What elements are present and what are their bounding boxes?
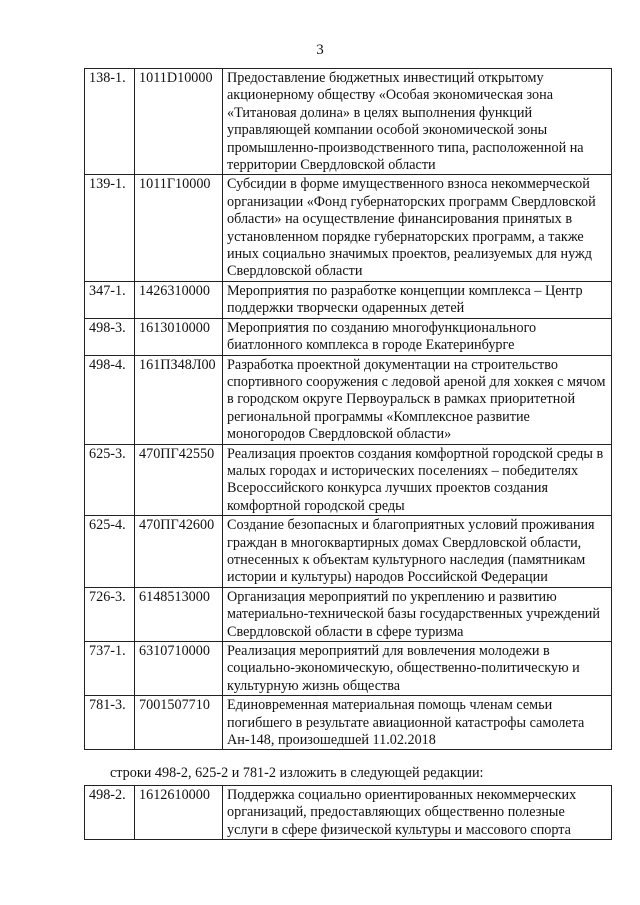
table-row (85, 587, 612, 641)
row-code: 470ПГ42550 (135, 444, 223, 516)
row-number: 625-3. (85, 444, 135, 516)
table-row (85, 516, 612, 588)
row-number: 139-1. (85, 175, 135, 281)
row-description: Предоставление бюджетных инвестиций открытому акционерному обществу «Особая экономическая зона «Титановая долина» в целях выполнения функций управляющей компании особой экономической зоны промышленно-производственного типа, расположенной на территории Свердловской области (223, 69, 612, 175)
row-description: Создание безопасных и благоприятных условий проживания граждан в многоквартирных домах Свердловской области, отнесенных к объектам культурного наследия (памятникам истории и культуры) народов Российской Федерации (223, 516, 612, 588)
row-description: Реализация мероприятий для вовлечения молодежи в социально-экономическую, общественно-политическую и культурную жизнь общества (223, 642, 612, 696)
page-number: 3 (316, 42, 324, 58)
row-code: 470ПГ42600 (135, 516, 223, 588)
table-row (85, 444, 612, 516)
table-row (85, 281, 612, 318)
table-row (85, 175, 612, 281)
table-row (85, 69, 612, 175)
row-code: 1011Г10000 (135, 175, 223, 281)
table-row (85, 786, 612, 840)
row-code: 6310710000 (135, 642, 223, 696)
row-description: Поддержка социально ориентированных некоммерческих организаций, предоставляющих общественно полезные услуги в сфере физической культуры и массового спорта (223, 786, 612, 840)
row-code: 7001507710 (135, 696, 223, 750)
row-description: Мероприятия по разработке концепции комплекса – Центр поддержки творчески одаренных детей (223, 281, 612, 318)
row-description: Организация мероприятий по укреплению и развитию материально-технической базы государственных учреждений Свердловской области в сфере туризма (223, 587, 612, 641)
row-code: 1612610000 (135, 786, 223, 840)
amended-rows-table (84, 785, 612, 840)
row-code: 161ПЗ48Л00 (135, 355, 223, 444)
row-number: 781-3. (85, 696, 135, 750)
row-number: 138-1. (85, 69, 135, 175)
row-code: 6148513000 (135, 587, 223, 641)
row-description: Реализация проектов создания комфортной городской среды в малых городах и исторических поселениях – победителях Всероссийского конкурса лучших проектов создания комфортной городской среды (223, 444, 612, 516)
row-description: Разработка проектной документации на строительство спортивного сооружения с ледовой ареной для хоккея с мячом в городском округе Первоуральск в рамках приоритетной региональной программы «Комплексное развитие моногородов Свердловской области» (223, 355, 612, 444)
row-number: 498-4. (85, 355, 135, 444)
amendment-note: строки 498-2, 625-2 и 781-2 изложить в следующей редакции: (110, 765, 484, 781)
row-number: 498-2. (85, 786, 135, 840)
table-row (85, 696, 612, 750)
table-row (85, 642, 612, 696)
table-row (85, 318, 612, 355)
row-description: Единовременная материальная помощь членам семьи погибшего в результате авиационной катастрофы самолета Ан-148, произошедшей 11.02.2018 (223, 696, 612, 750)
row-number: 625-4. (85, 516, 135, 588)
table-row (85, 355, 612, 444)
row-description: Мероприятия по созданию многофункционального биатлонного комплекса в городе Екатеринбурге (223, 318, 612, 355)
row-description: Субсидии в форме имущественного взноса некоммерческой организации «Фонд губернаторских программ Свердловской области» на осуществление финансирования принятых в установленном порядке губернаторских программ, а также иных социально значимых проектов, реализуемых для нужд Свердловской области (223, 175, 612, 281)
row-code: 1426310000 (135, 281, 223, 318)
row-code: 1011D10000 (135, 69, 223, 175)
budget-table (84, 68, 612, 750)
row-number: 347-1. (85, 281, 135, 318)
row-number: 726-3. (85, 587, 135, 641)
row-number: 737-1. (85, 642, 135, 696)
row-code: 1613010000 (135, 318, 223, 355)
row-number: 498-3. (85, 318, 135, 355)
